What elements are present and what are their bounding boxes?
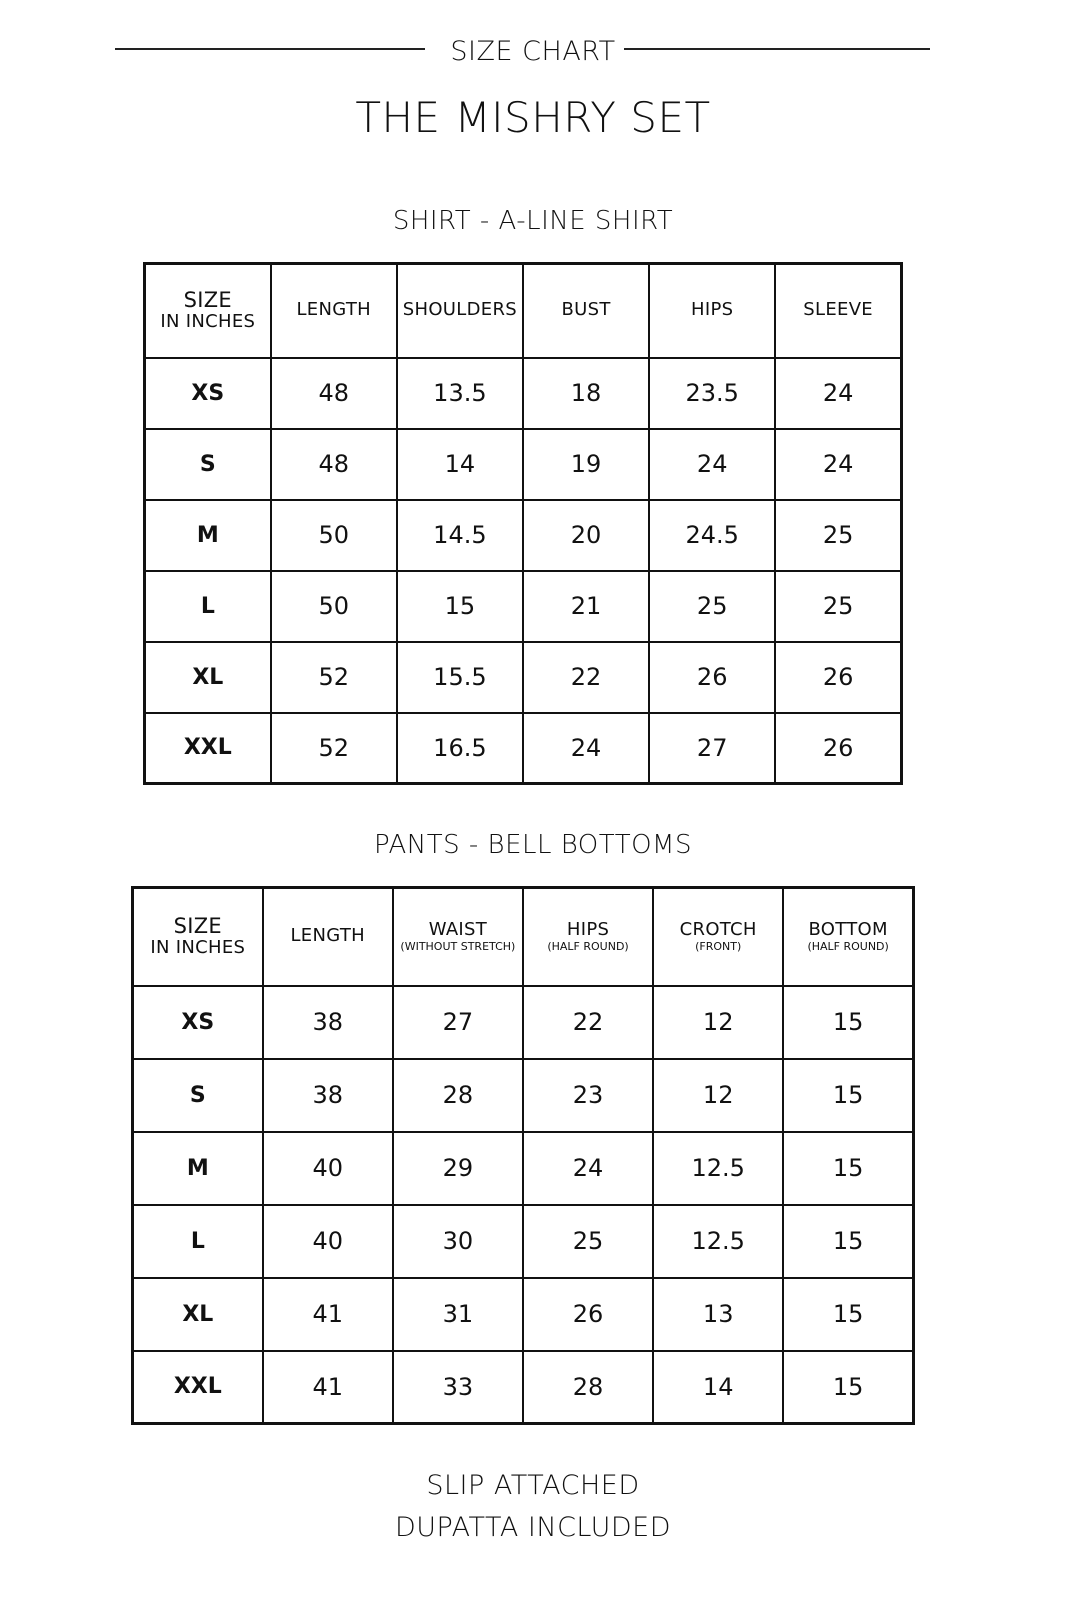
measurement-cell: 23 xyxy=(523,1059,653,1132)
size-chart-kicker: SIZE CHART xyxy=(450,36,616,67)
measurement-cell: 40 xyxy=(263,1205,393,1278)
size-label: XL xyxy=(145,642,271,713)
table-row xyxy=(145,571,902,642)
column-label: SHOULDERS xyxy=(402,299,517,321)
column-label: BOTTOM xyxy=(808,918,888,940)
column-sublabel: (FRONT) xyxy=(695,940,742,954)
measurement-cell: 12.5 xyxy=(653,1205,783,1278)
size-label: XL xyxy=(133,1278,263,1351)
measurement-cell: 12.5 xyxy=(653,1132,783,1205)
measurement-cell: 38 xyxy=(263,1059,393,1132)
measurement-cell: 19 xyxy=(523,429,649,500)
corner-size-label: SIZE xyxy=(183,288,233,313)
column-label: LENGTH xyxy=(290,925,365,947)
pants-size-table xyxy=(131,886,915,1425)
pants-col-header xyxy=(263,888,393,986)
shirt-col-header xyxy=(523,264,649,358)
measurement-cell: 50 xyxy=(271,571,397,642)
measurement-cell: 24 xyxy=(523,713,649,784)
table-row xyxy=(145,429,902,500)
shirt-col-header xyxy=(397,264,523,358)
column-sublabel: (HALF ROUND) xyxy=(807,940,889,954)
column-label: LENGTH xyxy=(296,299,371,321)
table-row xyxy=(145,358,902,429)
measurement-cell: 15.5 xyxy=(397,642,523,713)
measurement-cell: 52 xyxy=(271,713,397,784)
pants-corner-cell xyxy=(133,888,263,986)
measurement-cell: 24 xyxy=(775,358,901,429)
shirt-col-header xyxy=(775,264,901,358)
measurement-cell: 15 xyxy=(783,1351,913,1424)
corner-size-label: SIZE xyxy=(173,914,223,939)
table-row xyxy=(133,1059,914,1132)
pants-header-row xyxy=(133,888,914,986)
measurement-cell: 22 xyxy=(523,986,653,1059)
measurement-cell: 30 xyxy=(393,1205,523,1278)
pants-section-heading: PANTS - BELL BOTTOMS xyxy=(374,830,692,860)
table-row xyxy=(145,500,902,571)
column-label: BUST xyxy=(561,299,611,321)
size-label: M xyxy=(145,500,271,571)
size-label: L xyxy=(133,1205,263,1278)
measurement-cell: 15 xyxy=(397,571,523,642)
measurement-cell: 27 xyxy=(649,713,775,784)
column-label: CROTCH xyxy=(679,918,757,940)
size-label: S xyxy=(133,1059,263,1132)
pants-col-header xyxy=(393,888,523,986)
size-label: S xyxy=(145,429,271,500)
footer-note-slip: SLIP ATTACHED xyxy=(426,1470,640,1501)
measurement-cell: 12 xyxy=(653,986,783,1059)
corner-unit-label: IN INCHES xyxy=(150,937,246,959)
measurement-cell: 40 xyxy=(263,1132,393,1205)
measurement-cell: 50 xyxy=(271,500,397,571)
shirt-col-header xyxy=(649,264,775,358)
measurement-cell: 24 xyxy=(775,429,901,500)
measurement-cell: 26 xyxy=(775,713,901,784)
table-row xyxy=(145,642,902,713)
measurement-cell: 41 xyxy=(263,1351,393,1424)
measurement-cell: 15 xyxy=(783,1132,913,1205)
pants-table-body xyxy=(133,986,914,1424)
measurement-cell: 41 xyxy=(263,1278,393,1351)
measurement-cell: 15 xyxy=(783,1205,913,1278)
measurement-cell: 25 xyxy=(775,500,901,571)
measurement-cell: 20 xyxy=(523,500,649,571)
measurement-cell: 24 xyxy=(523,1132,653,1205)
measurement-cell: 14.5 xyxy=(397,500,523,571)
column-sublabel: (HALF ROUND) xyxy=(547,940,629,954)
measurement-cell: 25 xyxy=(649,571,775,642)
shirt-header-row xyxy=(145,264,902,358)
measurement-cell: 52 xyxy=(271,642,397,713)
column-label: HIPS xyxy=(566,918,610,940)
measurement-cell: 48 xyxy=(271,429,397,500)
measurement-cell: 48 xyxy=(271,358,397,429)
measurement-cell: 21 xyxy=(523,571,649,642)
measurement-cell: 16.5 xyxy=(397,713,523,784)
shirt-col-header xyxy=(271,264,397,358)
pants-col-header xyxy=(523,888,653,986)
measurement-cell: 22 xyxy=(523,642,649,713)
corner-unit-label: IN INCHES xyxy=(160,311,256,333)
table-row xyxy=(133,1278,914,1351)
pants-col-header xyxy=(783,888,913,986)
column-sublabel: (WITHOUT STRETCH) xyxy=(400,940,516,954)
measurement-cell: 25 xyxy=(523,1205,653,1278)
measurement-cell: 38 xyxy=(263,986,393,1059)
measurement-cell: 15 xyxy=(783,986,913,1059)
shirt-table-body xyxy=(145,358,902,784)
column-label: HIPS xyxy=(691,299,734,321)
measurement-cell: 33 xyxy=(393,1351,523,1424)
measurement-cell: 13 xyxy=(653,1278,783,1351)
measurement-cell: 27 xyxy=(393,986,523,1059)
table-row xyxy=(133,1132,914,1205)
table-row xyxy=(133,986,914,1059)
table-row xyxy=(133,1205,914,1278)
column-label: SLEEVE xyxy=(803,299,873,321)
size-label: L xyxy=(145,571,271,642)
measurement-cell: 14 xyxy=(397,429,523,500)
page-title: THE MISHRY SET xyxy=(355,93,711,142)
measurement-cell: 28 xyxy=(393,1059,523,1132)
measurement-cell: 29 xyxy=(393,1132,523,1205)
measurement-cell: 26 xyxy=(775,642,901,713)
measurement-cell: 25 xyxy=(775,571,901,642)
measurement-cell: 26 xyxy=(649,642,775,713)
shirt-corner-cell xyxy=(145,264,271,358)
pants-col-header xyxy=(653,888,783,986)
measurement-cell: 26 xyxy=(523,1278,653,1351)
measurement-cell: 23.5 xyxy=(649,358,775,429)
measurement-cell: 13.5 xyxy=(397,358,523,429)
size-label: XS xyxy=(145,358,271,429)
column-label: WAIST xyxy=(428,918,488,940)
size-label: XXL xyxy=(145,713,271,784)
measurement-cell: 14 xyxy=(653,1351,783,1424)
shirt-size-table xyxy=(143,262,903,785)
table-row xyxy=(145,713,902,784)
measurement-cell: 31 xyxy=(393,1278,523,1351)
size-label: XXL xyxy=(133,1351,263,1424)
size-label: XS xyxy=(133,986,263,1059)
footer-note-dupatta: DUPATTA INCLUDED xyxy=(394,1512,672,1543)
size-label: M xyxy=(133,1132,263,1205)
measurement-cell: 15 xyxy=(783,1278,913,1351)
shirt-section-heading: SHIRT - A-LINE SHIRT xyxy=(392,206,674,236)
measurement-cell: 12 xyxy=(653,1059,783,1132)
measurement-cell: 15 xyxy=(783,1059,913,1132)
measurement-cell: 24.5 xyxy=(649,500,775,571)
measurement-cell: 18 xyxy=(523,358,649,429)
measurement-cell: 24 xyxy=(649,429,775,500)
measurement-cell: 28 xyxy=(523,1351,653,1424)
table-row xyxy=(133,1351,914,1424)
